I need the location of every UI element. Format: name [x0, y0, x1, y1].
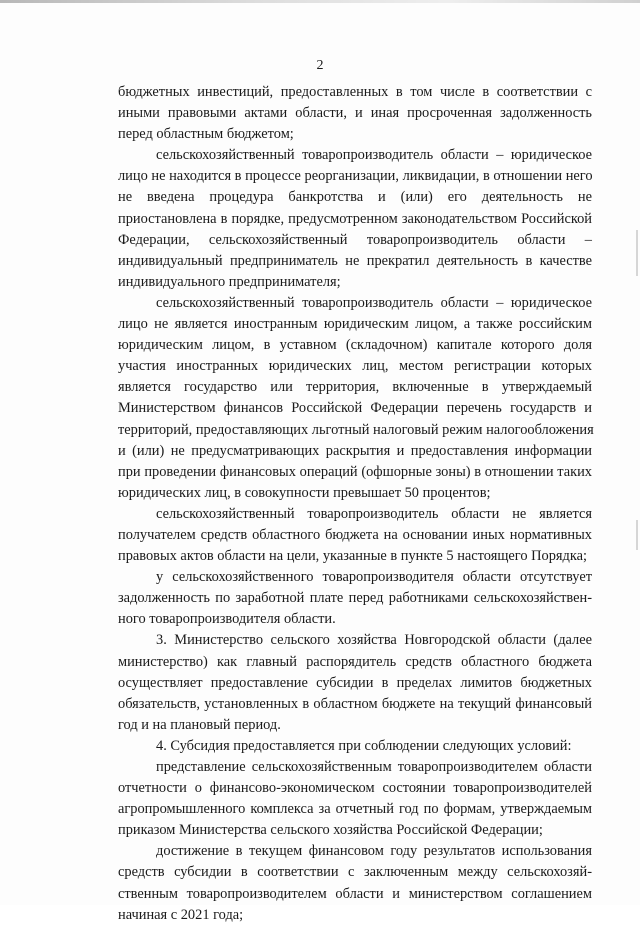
text-line: перед областным бюджетом;: [118, 126, 294, 143]
text-line: сельскохозяйственный товаропроизводитель области – юридическое: [156, 147, 592, 164]
text-line: участия иностранных юридических лиц, местом регистрации которых: [118, 358, 592, 375]
text-line: правовых актов области на цели, указанные в пункте 5 настоящего Порядка;: [118, 548, 588, 565]
paragraph: [118, 293, 592, 504]
text-line: лицо не является иностранным юридическим лицом, а также российским: [118, 316, 592, 333]
paragraph: [118, 736, 592, 757]
text-line: отчетности о финансово-экономическом состоянии товаропроизводителей: [118, 780, 592, 797]
text-line: приказом Министерства сельского хозяйства Российской Федерации;: [118, 822, 543, 839]
text-line: сельскохозяйственный товаропроизводитель области не является: [156, 505, 592, 522]
scan-margin-mark: [636, 230, 638, 276]
scan-margin-mark: [636, 520, 638, 550]
text-line: представление сельскохозяйственным товаропроизводителем области: [156, 759, 592, 775]
document-body: [118, 82, 592, 926]
text-line: и (или) не предусматривающих раскрытия и предоставления информации: [118, 442, 592, 459]
paragraph: [118, 630, 592, 735]
text-line: у сельскохозяйственного товаропроизводителя области отсутствует: [156, 569, 592, 586]
text-line: индивидуальный предприниматель не прекратил деятельность в качестве: [118, 252, 592, 269]
text-line: средств субсидии в соответствии с заключенным между сельскохозяй-: [118, 864, 592, 881]
text-line: 3. Министерство сельского хозяйства Новгородской области (далее: [156, 632, 592, 649]
paragraph: [118, 841, 592, 925]
text-line: начиная с 2021 года;: [118, 906, 244, 923]
paragraph: [118, 567, 592, 630]
text-line: ного товаропроизводителя области.: [118, 611, 336, 628]
paragraph: [118, 757, 592, 841]
text-line: получателем средств областного бюджета на основании иных нормативных: [118, 526, 592, 543]
text-line: Министерством финансов Российской Федерации перечень государств и: [118, 400, 592, 417]
paragraph: [118, 504, 592, 567]
text-line: иными правовыми актами области, и иная просроченная задолженность: [118, 105, 592, 122]
text-line: осуществляет предоставление субсидии в пределах лимитов бюджетных: [118, 674, 592, 691]
paragraph: [118, 82, 592, 145]
paragraph: [118, 145, 592, 293]
text-line: год и на плановый период.: [118, 716, 281, 733]
text-line: агропромышленного комплекса за отчетный год по формам, утверждаемым: [118, 801, 592, 818]
text-line: бюджетных инвестиций, предоставленных в том числе в соответствии с: [118, 84, 592, 100]
text-line: юридических лиц, в совокупности превышает 50 процентов;: [118, 484, 491, 501]
text-line: приостановлена в порядке, предусмотренном законодательством Российской: [118, 210, 592, 227]
text-line: не введена процедура банкротства и (или) его деятельность не: [118, 189, 592, 206]
text-line: достижение в текущем финансовом году результатов использования: [156, 843, 592, 860]
text-line: задолженность по заработной плате перед работниками сельскохозяйствен-: [118, 590, 592, 607]
text-line: территорий, предоставляющих льготный налоговый режим налогообложения: [118, 421, 594, 438]
text-line: обязательств, установленных в областном бюджете на текущий финансовый: [118, 695, 592, 712]
scan-edge-artifact: [0, 0, 640, 3]
text-line: юридическим лицом, в уставном (складочном) капитале которого доля: [118, 337, 592, 354]
text-line: лицо не находится в процессе реорганизации, ликвидации, в отношении него: [118, 168, 593, 185]
text-line: 4. Субсидия предоставляется при соблюдении следующих условий:: [156, 737, 572, 754]
text-line: сельскохозяйственный товаропроизводитель области – юридическое: [156, 294, 592, 311]
text-line: ственным товаропроизводителем области и министерством соглашением: [118, 885, 592, 902]
text-line: индивидуального предпринимателя;: [118, 273, 341, 290]
text-line: Федерации, сельскохозяйственный товаропроизводитель области –: [118, 231, 592, 248]
page-number: 2: [316, 58, 324, 73]
text-line: при проведении финансовых операций (офшорные зоны) в отношении таких: [118, 463, 592, 480]
text-line: министерство) как главный распорядитель средств областного бюджета: [118, 653, 592, 670]
text-line: является государство или территория, включенные в утверждаемый: [118, 379, 592, 396]
